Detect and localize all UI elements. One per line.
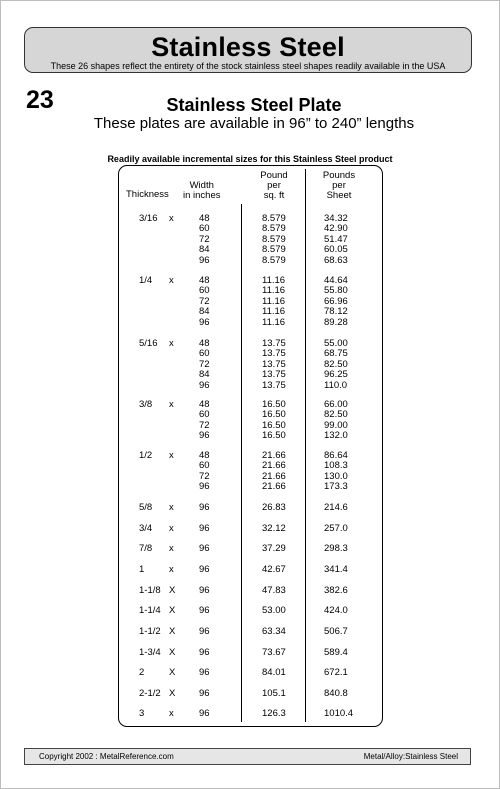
pound-per-sqft-cell: 105.1: [262, 688, 286, 699]
pound-per-sqft-cell: 11.16: [262, 285, 286, 297]
multiplier-cell: x: [169, 213, 174, 224]
pounds-per-sheet-cell: 589.4: [324, 647, 348, 658]
multiplier-cell: x: [169, 502, 174, 513]
pound-per-sqft-cell: 26.83: [262, 502, 286, 513]
pounds-per-sheet-cell: 382.6: [324, 585, 348, 596]
column-divider: [241, 204, 242, 722]
pounds-per-sheet-cell: 110.0: [324, 379, 348, 391]
width-cell: 96: [199, 647, 210, 658]
banner-subtitle: These 26 shapes reflect the entirety of the stock stainless steel shapes readily available in the USA: [50, 61, 446, 71]
width-cell: 96: [199, 564, 210, 575]
pound-per-sqft-cell: 73.67: [262, 647, 286, 658]
pounds-per-sheet-cell: 86.64: [324, 450, 348, 461]
width-cell: 60: [199, 460, 210, 472]
width-cell: 60: [199, 409, 210, 421]
pound-per-sqft-cell: 16.50: [262, 430, 286, 442]
header-pounds-per-sheet: [314, 171, 364, 201]
pounds-per-sheet-cell: 66.00: [324, 399, 348, 410]
header-thickness: Thickness: [126, 189, 169, 200]
header-pounds-line: per: [332, 180, 346, 191]
pounds-per-sheet-cell: 60.05: [324, 244, 348, 256]
multiplier-cell: x: [169, 543, 174, 554]
pound-per-sqft-cell: 21.66: [262, 481, 286, 493]
pounds-per-sheet-cell: 108.3: [324, 460, 348, 472]
pound-per-sqft-cell: 47.83: [262, 585, 286, 596]
thickness-cell: 1: [139, 564, 145, 575]
width-cell: 96: [199, 523, 210, 534]
pounds-per-sheet-cell: 82.50: [324, 409, 348, 421]
page-number: 23: [26, 86, 54, 114]
pound-per-sqft-cell: 13.75: [262, 348, 286, 360]
pounds-per-sheet-cell: 257.0: [324, 523, 348, 534]
thickness-cell: 3/4: [139, 523, 153, 534]
pound-per-sqft-cell: 8.579: [262, 213, 286, 224]
pounds-per-sheet-cell: 672.1: [324, 667, 348, 678]
width-cell: 96: [199, 481, 210, 493]
header-pound-line: per: [267, 180, 281, 191]
width-cell: 96: [199, 316, 210, 328]
pound-per-sqft-cell: 8.579: [262, 223, 286, 235]
pound-per-sqft-cell: 13.75: [262, 338, 286, 349]
width-cell: 84: [199, 306, 210, 318]
thickness-cell: 1/2: [139, 450, 153, 461]
multiplier-cell: x: [169, 523, 174, 534]
pound-per-sqft-cell: 16.50: [262, 409, 286, 421]
width-cell: 48: [199, 399, 210, 410]
width-cell: 96: [199, 585, 210, 596]
width-cell: 96: [199, 667, 210, 678]
pound-per-sqft-cell: 53.00: [262, 605, 286, 616]
width-cell: 96: [199, 430, 210, 442]
thickness-cell: 2-1/2: [139, 688, 161, 699]
pound-per-sqft-cell: 42.67: [262, 564, 286, 575]
pounds-per-sheet-cell: 424.0: [324, 605, 348, 616]
column-divider: [305, 169, 306, 722]
pounds-per-sheet-cell: 130.0: [324, 470, 348, 482]
multiplier-cell: x: [169, 399, 174, 410]
pound-per-sqft-cell: 11.16: [262, 295, 286, 307]
pounds-per-sheet-cell: 1010.4: [324, 708, 354, 719]
pounds-per-sheet-cell: 82.50: [324, 358, 348, 370]
width-cell: 96: [199, 605, 210, 616]
pound-per-sqft-cell: 16.50: [262, 399, 286, 410]
pound-per-sqft-cell: 32.12: [262, 523, 286, 534]
multiplier-cell: x: [169, 564, 174, 575]
pound-per-sqft-cell: 8.579: [262, 244, 286, 256]
width-cell: 96: [199, 502, 210, 513]
pound-per-sqft-cell: 13.75: [262, 379, 286, 391]
pounds-per-sheet-cell: 44.64: [324, 275, 348, 286]
pounds-per-sheet-cell: 214.6: [324, 502, 348, 513]
width-cell: 96: [199, 254, 210, 266]
pounds-per-sheet-cell: 298.3: [324, 543, 348, 554]
section-subtitle: These plates are available in 96” to 240” lengths: [93, 115, 415, 132]
multiplier-cell: x: [169, 450, 174, 461]
pounds-per-sheet-cell: 42.90: [324, 223, 348, 235]
pound-per-sqft-cell: 16.50: [262, 419, 286, 431]
pound-per-sqft-cell: 84.01: [262, 667, 286, 678]
width-cell: 72: [199, 295, 210, 307]
pounds-per-sheet-cell: 840.8: [324, 688, 348, 699]
header-pounds-line: Sheet: [326, 190, 352, 201]
width-cell: 96: [199, 543, 210, 554]
width-cell: 84: [199, 369, 210, 381]
pound-per-sqft-cell: 8.579: [262, 254, 286, 266]
header-pounds-line: Pounds: [322, 170, 356, 181]
pound-per-sqft-cell: 13.75: [262, 358, 286, 370]
width-cell: 48: [199, 450, 210, 461]
pounds-per-sheet-cell: 55.00: [324, 338, 348, 349]
width-cell: 72: [199, 470, 210, 482]
width-cell: 96: [199, 626, 210, 637]
thickness-cell: 1-1/2: [139, 626, 161, 637]
thickness-cell: 3: [139, 708, 145, 719]
page-title: Stainless Steel: [151, 32, 345, 62]
table-caption: Readily available incremental sizes for this Stainless Steel product: [107, 154, 393, 164]
width-cell: 96: [199, 688, 210, 699]
pounds-per-sheet-cell: 341.4: [324, 564, 348, 575]
width-cell: 60: [199, 223, 210, 235]
header-pound-line: sq. ft: [263, 190, 285, 201]
pound-per-sqft-cell: 37.29: [262, 543, 286, 554]
width-cell: 84: [199, 244, 210, 256]
multiplier-cell: X: [169, 688, 176, 699]
width-cell: 96: [199, 379, 210, 391]
header-width-line: in inches: [183, 190, 221, 201]
footer-copyright: Copyright 2002 : MetalReference.com: [39, 752, 174, 761]
width-cell: 72: [199, 419, 210, 431]
thickness-cell: 3/16: [139, 213, 158, 224]
pound-per-sqft-cell: 21.66: [262, 460, 286, 472]
pound-per-sqft-cell: 63.34: [262, 626, 286, 637]
pounds-per-sheet-cell: 173.3: [324, 481, 348, 493]
multiplier-cell: X: [169, 605, 176, 616]
thickness-cell: 5/16: [139, 338, 158, 349]
multiplier-cell: X: [169, 647, 176, 658]
width-cell: 96: [199, 708, 210, 719]
pounds-per-sheet-cell: 89.28: [324, 316, 348, 328]
pounds-per-sheet-cell: 506.7: [324, 626, 348, 637]
thickness-cell: 5/8: [139, 502, 153, 513]
multiplier-cell: x: [169, 708, 174, 719]
multiplier-cell: X: [169, 667, 176, 678]
title-banner: [24, 27, 472, 73]
pounds-per-sheet-cell: 51.47: [324, 233, 348, 245]
pounds-per-sheet-cell: 34.32: [324, 213, 348, 224]
width-cell: 60: [199, 285, 210, 297]
pound-per-sqft-cell: 11.16: [262, 306, 286, 318]
width-cell: 48: [199, 338, 210, 349]
pound-per-sqft-cell: 11.16: [262, 275, 286, 286]
thickness-cell: 1/4: [139, 275, 153, 286]
multiplier-cell: X: [169, 626, 176, 637]
pounds-per-sheet-cell: 68.75: [324, 348, 348, 360]
multiplier-cell: x: [169, 275, 174, 286]
header-pound-line: Pound: [260, 170, 288, 181]
thickness-cell: 3/8: [139, 399, 153, 410]
thickness-cell: 2: [139, 667, 145, 678]
header-width: [183, 181, 221, 201]
multiplier-cell: x: [169, 338, 174, 349]
width-cell: 72: [199, 233, 210, 245]
width-cell: 72: [199, 358, 210, 370]
pound-per-sqft-cell: 126.3: [262, 708, 286, 719]
pound-per-sqft-cell: 11.16: [262, 316, 286, 328]
pounds-per-sheet-cell: 55.80: [324, 285, 348, 297]
pounds-per-sheet-cell: 96.25: [324, 369, 348, 381]
header-width-line: Width: [189, 180, 214, 191]
thickness-cell: 1-1/8: [139, 585, 161, 596]
width-cell: 60: [199, 348, 210, 360]
pounds-per-sheet-cell: 132.0: [324, 430, 348, 442]
pound-per-sqft-cell: 8.579: [262, 233, 286, 245]
pounds-per-sheet-cell: 68.63: [324, 254, 348, 266]
width-cell: 48: [199, 213, 210, 224]
footer-bar: [24, 748, 471, 765]
pounds-per-sheet-cell: 66.96: [324, 295, 348, 307]
thickness-cell: 1-1/4: [139, 605, 161, 616]
multiplier-cell: X: [169, 585, 176, 596]
pounds-per-sheet-cell: 99.00: [324, 419, 348, 431]
pound-per-sqft-cell: 21.66: [262, 450, 286, 461]
section-title: Stainless Steel Plate: [166, 95, 342, 115]
thickness-cell: 7/8: [139, 543, 153, 554]
header-pound-per-sqft: [249, 171, 299, 201]
pound-per-sqft-cell: 13.75: [262, 369, 286, 381]
pounds-per-sheet-cell: 78.12: [324, 306, 348, 318]
thickness-cell: 1-3/4: [139, 647, 161, 658]
width-cell: 48: [199, 275, 210, 286]
footer-category: Metal/Alloy:Stainless Steel: [363, 752, 458, 761]
pound-per-sqft-cell: 21.66: [262, 470, 286, 482]
